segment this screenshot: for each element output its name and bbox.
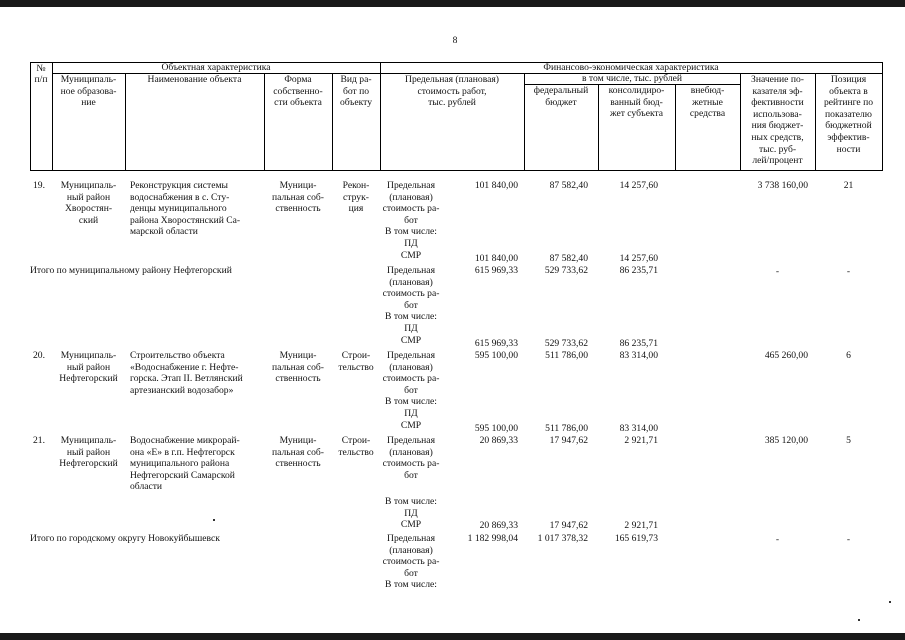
header-financial-characteristic: Финансово-экономическая характеристика [543,62,719,73]
row-rating: 6 [846,350,851,361]
row-work-type: Строи- тельство [338,350,374,373]
row-smr-consolidated: 83 314,00 [619,423,658,434]
subtotal-cost-label: Предельная (плановая) стоимость ра- бот В том числе: ПД СМР [382,265,440,346]
row-number: 20. [33,350,45,361]
header-object-characteristic: Объектная характеристика [161,62,271,73]
subtotal-rating: - [846,534,851,545]
subtotal-total-cost: 615 969,33 [474,265,518,276]
header-rating-position: Позиция объекта в рейтинге по показателю бюджетной эффектив- ности [823,74,874,155]
row-smr-total: 20 869,33 [479,520,518,531]
row-federal: 511 786,00 [545,350,588,361]
header-including: в том числе, тыс. рублей [582,73,682,84]
header-ownership-form: Форма собственно- сти объекта [273,74,323,109]
header-limit-cost: Предельная (плановая) стоимость работ, тыс. рублей [405,74,499,109]
subtotal-smr-total: 615 969,33 [474,338,518,349]
row-object-name: Реконструкция системы водоснабжения в с. Сту- денцы муниципального района Хворостянский Са- марской области [130,180,241,238]
row-municipality: Муниципаль- ный район Нефтегорский [59,350,118,385]
row-work-type: Строи- тельство [338,435,374,458]
subtotal-efficiency: - [775,266,780,277]
header-work-type: Вид ра- бот по объекту [339,74,373,109]
row-smr-federal: 87 582,40 [549,253,588,264]
row-efficiency: 385 120,00 [764,435,808,446]
row-total-cost: 20 869,33 [479,435,518,446]
row-object-name: Водоснабжение микрорай- она «Е» в г.п. Нефтегорск муниципального района Нефтегорский Самарской области [130,435,240,493]
row-smr-federal: 511 786,00 [545,423,588,434]
row-total-cost: 595 100,00 [474,350,518,361]
row-consolidated: 2 921,71 [624,435,658,446]
header-no: № [36,63,46,74]
scan-speck [889,601,891,603]
subtotal-rating: - [846,266,851,277]
row-ownership-form: Муници- пальная соб- ственность [272,180,324,215]
header-object-name: Наименование объекта [147,74,242,85]
subtotal-cost-label: Предельная (плановая) стоимость ра- бот В том числе: [382,533,440,591]
row-efficiency: 3 738 160,00 [757,180,808,191]
row-object-name: Строительство объекта «Водоснабжение г. Нефте- горска. Этап II. Ветлянский артезианский водозабор» [130,350,243,396]
scan-bottom-border [0,633,905,640]
row-consolidated: 83 314,00 [619,350,658,361]
subtotal-label: Итого по муниципальному району Нефтегорский [30,265,232,276]
header-consolidated-budget: консолидиро- ванный бюд- жет субъекта [608,85,665,120]
row-cost-label: Предельная (плановая) стоимость ра- бот В том числе: ПД СМР [382,350,440,431]
row-rating: 5 [846,435,851,446]
row-consolidated: 14 257,60 [619,180,658,191]
row-smr-total: 595 100,00 [474,423,518,434]
header-efficiency-value: Значение по- казателя эф- фективности использова- ния бюджет- ных средств, тыс. руб- лей/процент [751,74,804,167]
row-municipality: Муниципаль- ный район Хворостян- ский [60,180,117,226]
scan-speck [213,519,215,521]
row-federal: 17 947,62 [549,435,588,446]
subtotal-consolidated: 165 619,73 [614,533,658,544]
scan-top-border [0,0,905,7]
header-municipality: Муниципаль- ное образова- ние [60,74,117,109]
subtotal-consolidated: 86 235,71 [619,265,658,276]
subtotal-efficiency: - [775,534,780,545]
header-federal-budget: федеральный бюджет [533,85,589,108]
row-ownership-form: Муници- пальная соб- ственность [272,350,324,385]
subtotal-total-cost: 1 182 998,04 [467,533,518,544]
subtotal-federal: 1 017 378,32 [537,533,588,544]
scan-speck [858,619,860,621]
row-number: 21. [33,435,45,446]
row-smr-total: 101 840,00 [474,253,518,264]
row-municipality: Муниципаль- ный район Нефтегорский [59,435,118,470]
subtotal-smr-federal: 529 733,62 [544,338,588,349]
header-pp: п/п [34,74,48,85]
header-extrabudget: внебюд- жетные средства [689,85,726,120]
row-cost-label: Предельная (плановая) стоимость ра- бот [382,435,440,481]
subtotal-label: Итого по городскому округу Новокуйбышевск [30,533,220,544]
row-total-cost: 101 840,00 [474,180,518,191]
row-cost-label-breakdown: В том числе: ПД СМР [385,496,437,531]
row-federal: 87 582,40 [549,180,588,191]
row-number: 19. [33,180,45,191]
row-smr-federal: 17 947,62 [549,520,588,531]
row-rating: 21 [843,180,854,191]
row-efficiency: 465 260,00 [764,350,808,361]
row-smr-consolidated: 14 257,60 [619,253,658,264]
row-work-type: Рекон- струк- ция [342,180,370,215]
row-ownership-form: Муници- пальная соб- ственность [272,435,324,470]
row-cost-label: Предельная (плановая) стоимость ра- бот В том числе: ПД СМР [382,180,440,261]
page-number: 8 [452,35,458,46]
subtotal-federal: 529 733,62 [544,265,588,276]
row-smr-consolidated: 2 921,71 [624,520,658,531]
subtotal-smr-consolidated: 86 235,71 [619,338,658,349]
